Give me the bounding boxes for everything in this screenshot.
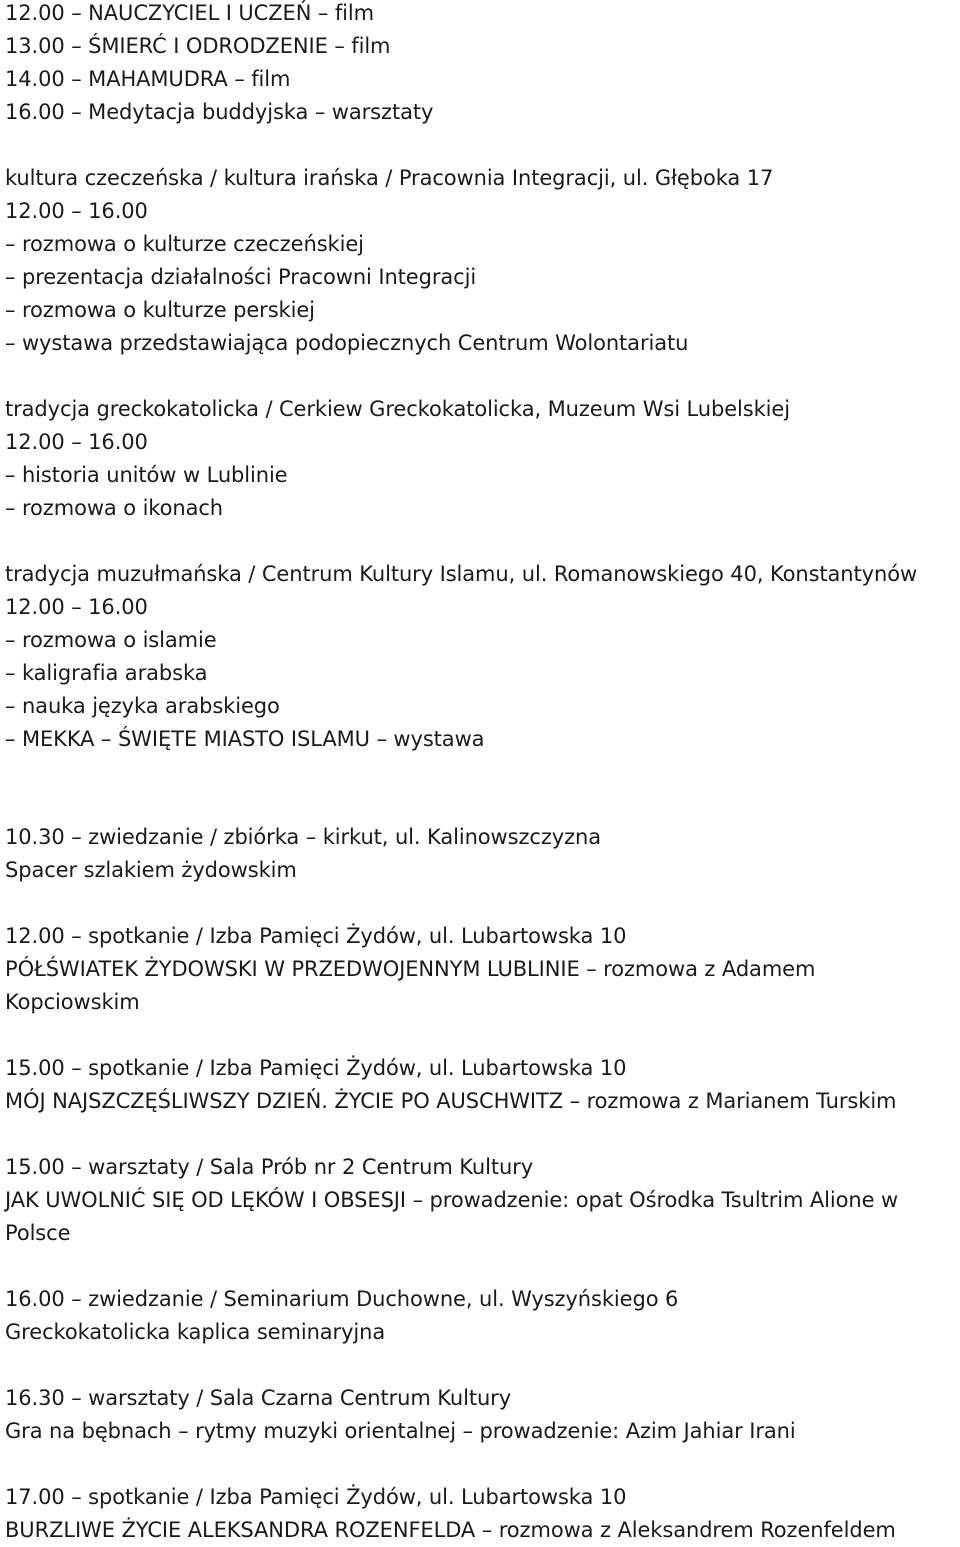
block-item: – rozmowa o islamie [5, 628, 217, 652]
event-header: 15.00 – spotkanie / Izba Pamięci Żydów, ul. Lubartowska 10 [5, 1056, 627, 1080]
block-item: – nauka języka arabskiego [5, 694, 280, 718]
schedule-line: 14.00 – MAHAMUDRA – film [5, 67, 291, 91]
event-title: Greckokatolicka kaplica seminaryjna [5, 1320, 386, 1344]
schedule-line: 16.00 – Medytacja buddyjska – warsztaty [5, 100, 434, 124]
event-title: PÓŁŚWIATEK ŻYDOWSKI W PRZEDWOJENNYM LUBLINIE – rozmowa z Adamem [5, 957, 816, 981]
event-title: JAK UWOLNIĆ SIĘ OD LĘKÓW I OBSESJI – prowadzenie: opat Ośrodka Tsultrim Alione w [5, 1188, 899, 1212]
schedule-block-chechen-iranian [5, 162, 960, 360]
event-title: Spacer szlakiem żydowskim [5, 858, 297, 882]
schedule-block-films [5, 0, 960, 129]
event-header: 10.30 – zwiedzanie / zbiórka – kirkut, ul. Kalinowszczyzna [5, 825, 601, 849]
block-item: – MEKKA – ŚWIĘTE MIASTO ISLAMU – wystawa [5, 727, 485, 751]
event-title: BURZLIWE ŻYCIE ALEKSANDRA ROZENFELDA – rozmowa z Aleksandrem Rozenfeldem [5, 1518, 896, 1542]
block-time: 12.00 – 16.00 [5, 199, 148, 223]
event-title: Gra na bębnach – rytmy muzyki orientalnej – prowadzenie: Azim Jahiar Irani [5, 1419, 796, 1443]
schedule-block-workshop-1500 [5, 1151, 960, 1250]
schedule-block-meeting-1200 [5, 920, 960, 1019]
block-heading: kultura czeczeńska / kultura irańska / Pracownia Integracji, ul. Głęboka 17 [5, 166, 774, 190]
schedule-block-drum-workshop [5, 1382, 960, 1448]
block-item: – wystawa przedstawiająca podopiecznych Centrum Wolontariatu [5, 331, 689, 355]
event-title: Polsce [5, 1221, 71, 1245]
spacer [5, 360, 960, 393]
block-heading: tradycja muzułmańska / Centrum Kultury Islamu, ul. Romanowskiego 40, Konstantynów [5, 562, 918, 586]
block-item: – rozmowa o ikonach [5, 496, 223, 520]
spacer [5, 1118, 960, 1151]
block-time: 12.00 – 16.00 [5, 430, 148, 454]
block-heading: tradycja greckokatolicka / Cerkiew Greckokatolicka, Muzeum Wsi Lubelskiej [5, 397, 790, 421]
block-time: 12.00 – 16.00 [5, 595, 148, 619]
spacer [5, 789, 960, 821]
spacer [5, 1019, 960, 1052]
block-item: – rozmowa o kulturze czeczeńskiej [5, 232, 364, 256]
program-document [5, 0, 960, 1547]
block-item: – prezentacja działalności Pracowni Integracji [5, 265, 477, 289]
spacer [5, 1250, 960, 1283]
block-item: – kaligrafia arabska [5, 661, 208, 685]
event-title: Kopciowskim [5, 990, 140, 1014]
schedule-block-greek-catholic [5, 393, 960, 525]
event-header: 16.00 – zwiedzanie / Seminarium Duchowne, ul. Wyszyńskiego 6 [5, 1287, 679, 1311]
event-header: 12.00 – spotkanie / Izba Pamięci Żydów, ul. Lubartowska 10 [5, 924, 627, 948]
schedule-block-muslim [5, 558, 960, 756]
block-item: – rozmowa o kulturze perskiej [5, 298, 315, 322]
spacer [5, 129, 960, 162]
spacer [5, 1448, 960, 1481]
event-header: 17.00 – spotkanie / Izba Pamięci Żydów, ul. Lubartowska 10 [5, 1485, 627, 1509]
schedule-block-jewish-walk [5, 821, 960, 887]
schedule-block-meeting-1500 [5, 1052, 960, 1118]
schedule-line: 12.00 – NAUCZYCIEL I UCZEŃ – film [5, 1, 374, 25]
schedule-block-seminary-visit [5, 1283, 960, 1349]
event-title: MÓJ NAJSZCZĘŚLIWSZY DZIEŃ. ŻYCIE PO AUSCHWITZ – rozmowa z Marianem Turskim [5, 1089, 897, 1113]
spacer [5, 1349, 960, 1382]
spacer [5, 756, 960, 789]
schedule-block-meeting-1700 [5, 1481, 960, 1547]
event-header: 16.30 – warsztaty / Sala Czarna Centrum Kultury [5, 1386, 512, 1410]
schedule-line: 13.00 – ŚMIERĆ I ODRODZENIE – film [5, 34, 391, 58]
block-item: – historia unitów w Lublinie [5, 463, 288, 487]
spacer [5, 887, 960, 920]
event-header: 15.00 – warsztaty / Sala Prób nr 2 Centrum Kultury [5, 1155, 534, 1179]
spacer [5, 525, 960, 558]
